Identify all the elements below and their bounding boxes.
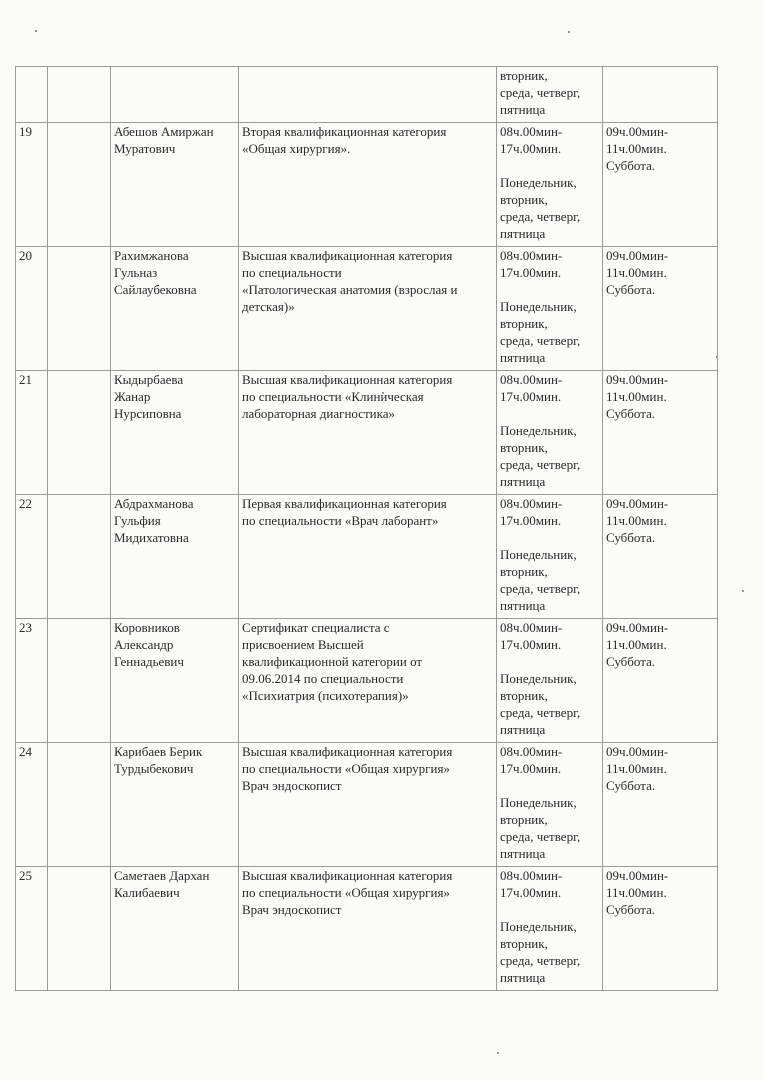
days-line: Понедельник, — [500, 299, 577, 314]
days-line: среда, четверг, — [500, 581, 581, 596]
hours-line: 17ч.00мин. — [500, 265, 562, 280]
days-line: пятница — [500, 598, 546, 613]
row-number-text: 25 — [19, 868, 32, 883]
days-line: вторник, — [500, 564, 548, 579]
hours-line: 08ч.00мин- — [500, 744, 563, 759]
work-days-line: вторник, — [500, 68, 548, 83]
days-line: пятница — [500, 474, 546, 489]
hours-line: 08ч.00мин- — [500, 248, 563, 263]
days-line: пятница — [500, 846, 546, 861]
staff-schedule-table — [15, 66, 718, 991]
name-line: Гульфия — [114, 513, 161, 528]
days-line: пятница — [500, 226, 546, 241]
days-line: вторник, — [500, 688, 548, 703]
scan-speck — [35, 30, 37, 32]
days-line: вторник, — [500, 440, 548, 455]
work-schedule — [497, 371, 603, 495]
employee-name — [111, 123, 239, 247]
name-line: Абешов Амиржан — [114, 124, 214, 139]
name-cell — [111, 67, 239, 123]
hours-line: 08ч.00мин- — [500, 868, 563, 883]
name-line: Александр — [114, 637, 174, 652]
saturday-line: 09ч.00мин- — [606, 124, 669, 139]
row-number-text: 21 — [19, 372, 32, 387]
saturday-schedule — [603, 743, 718, 867]
saturday-schedule — [603, 867, 718, 991]
days-line: пятница — [500, 970, 546, 985]
hours-line: 17ч.00мин. — [500, 141, 562, 156]
work-schedule — [497, 123, 603, 247]
saturday-cell — [603, 67, 718, 123]
saturday-schedule — [603, 619, 718, 743]
saturday-line: Суббота. — [606, 530, 656, 545]
empty-cell — [48, 619, 111, 743]
qualification-line: Врач эндоскопист — [242, 778, 342, 793]
hours-line: 17ч.00мин. — [500, 885, 562, 900]
saturday-line: 11ч.00мин. — [606, 885, 667, 900]
days-line: среда, четверг, — [500, 457, 581, 472]
qualification-line: «Общая хирургия». — [242, 141, 351, 156]
empty-cell — [48, 867, 111, 991]
employee-name — [111, 247, 239, 371]
name-line: Гульназ — [114, 265, 158, 280]
hours-line: 17ч.00мин. — [500, 637, 562, 652]
name-line: Кыдырбаева — [114, 372, 184, 387]
qualification-line: присвоением Высшей — [242, 637, 364, 652]
days-line: среда, четверг, — [500, 209, 581, 224]
work-schedule — [497, 743, 603, 867]
table-row — [16, 247, 718, 371]
row-number — [16, 495, 48, 619]
days-line: среда, четверг, — [500, 829, 581, 844]
empty-cell — [48, 123, 111, 247]
work-schedule — [497, 495, 603, 619]
table-row — [16, 495, 718, 619]
days-line: Понедельник, — [500, 175, 577, 190]
saturday-line: 11ч.00мин. — [606, 141, 667, 156]
employee-name — [111, 867, 239, 991]
row-number — [16, 619, 48, 743]
qualification-line: Сертификат специалиста с — [242, 620, 390, 635]
row-number — [16, 371, 48, 495]
hours-line: 08ч.00мин- — [500, 372, 563, 387]
row-number-text: 20 — [19, 248, 32, 263]
saturday-line: 11ч.00мин. — [606, 389, 667, 404]
saturday-line: 11ч.00мин. — [606, 637, 667, 652]
table-row — [16, 67, 718, 123]
qualification-line: детская)» — [242, 299, 295, 314]
work-schedule — [497, 867, 603, 991]
qualification-line: 09.06.2014 по специальности — [242, 671, 404, 686]
work-schedule — [497, 247, 603, 371]
qualification — [239, 495, 497, 619]
qualification-line: Высшая квалификационная категория — [242, 372, 453, 387]
saturday-line: 09ч.00мин- — [606, 744, 669, 759]
qualification-line: по специальности «Общая хирургия» — [242, 761, 450, 776]
employee-name — [111, 619, 239, 743]
qualification-line: по специальности — [242, 265, 342, 280]
name-line: Абдрахманова — [114, 496, 194, 511]
employee-name — [111, 495, 239, 619]
name-line: Рахимжанова — [114, 248, 189, 263]
row-number-text: 19 — [19, 124, 32, 139]
qualification-cell — [239, 67, 497, 123]
qualification-line: Врач эндоскопист — [242, 902, 342, 917]
saturday-line: Суббота. — [606, 654, 656, 669]
hours-line: 17ч.00мин. — [500, 761, 562, 776]
days-line: среда, четверг, — [500, 953, 581, 968]
days-line: Понедельник, — [500, 671, 577, 686]
saturday-line: 09ч.00мин- — [606, 496, 669, 511]
qualification — [239, 123, 497, 247]
days-line: Понедельник, — [500, 919, 577, 934]
saturday-schedule — [603, 123, 718, 247]
work-schedule — [497, 619, 603, 743]
name-line: Нурсиповна — [114, 406, 182, 421]
name-line: Мидихатовна — [114, 530, 189, 545]
qualification-line: Высшая квалификационная категория — [242, 868, 453, 883]
hours-line: 08ч.00мин- — [500, 620, 563, 635]
name-line: Коровников — [114, 620, 180, 635]
empty-cell — [48, 743, 111, 867]
days-line: вторник, — [500, 936, 548, 951]
empty-cell — [48, 247, 111, 371]
qualification — [239, 867, 497, 991]
saturday-line: 09ч.00мин- — [606, 868, 669, 883]
name-line: Карибаев Берик — [114, 744, 203, 759]
saturday-line: 11ч.00мин. — [606, 761, 667, 776]
row-number — [16, 123, 48, 247]
table-row — [16, 619, 718, 743]
table-row — [16, 371, 718, 495]
row-number — [16, 867, 48, 991]
qualification-line: Высшая квалификационная категория — [242, 248, 453, 263]
name-line: Сайлаубековна — [114, 282, 197, 297]
qualification-line: лабораторная диагностика» — [242, 406, 396, 421]
row-number-text: 22 — [19, 496, 32, 511]
hours-line: 17ч.00мин. — [500, 513, 562, 528]
row-number — [16, 247, 48, 371]
qualification-line: «Психиатрия (психотерапия)» — [242, 688, 409, 703]
row-number-text: 24 — [19, 744, 32, 759]
qualification-line: по специальности «Общая хирургия» — [242, 885, 450, 900]
saturday-schedule — [603, 495, 718, 619]
saturday-schedule — [603, 371, 718, 495]
employee-name — [111, 743, 239, 867]
saturday-schedule — [603, 247, 718, 371]
name-line: Геннадьевич — [114, 654, 184, 669]
name-line: Калибаевич — [114, 885, 180, 900]
empty-cell — [48, 495, 111, 619]
qualification — [239, 247, 497, 371]
hours-line: 17ч.00мин. — [500, 389, 562, 404]
scan-speck — [497, 1052, 499, 1054]
qualification — [239, 619, 497, 743]
empty-cell — [48, 371, 111, 495]
qualification-line: по специальности «Клиническая — [242, 389, 424, 404]
saturday-line: 11ч.00мин. — [606, 513, 667, 528]
days-line: Понедельник, — [500, 795, 577, 810]
saturday-line: 11ч.00мин. — [606, 265, 667, 280]
days-line: вторник, — [500, 192, 548, 207]
days-line: вторник, — [500, 316, 548, 331]
work-days-line: пятница — [500, 102, 546, 117]
days-line: вторник, — [500, 812, 548, 827]
row-number — [16, 743, 48, 867]
days-line: Понедельник, — [500, 423, 577, 438]
scan-speck — [742, 590, 744, 592]
name-line: Саметаев Дархан — [114, 868, 210, 883]
qualification-line: Вторая квалификационная категория — [242, 124, 447, 139]
hours-line: 08ч.00мин- — [500, 124, 563, 139]
days-line: Понедельник, — [500, 547, 577, 562]
days-line: пятница — [500, 350, 546, 365]
work-days-cell — [497, 67, 603, 123]
table-row — [16, 867, 718, 991]
qualification-line: «Патологическая анатомия (взрослая и — [242, 282, 458, 297]
days-line: среда, четверг, — [500, 333, 581, 348]
name-line: Жанар — [114, 389, 151, 404]
saturday-line: Суббота. — [606, 778, 656, 793]
name-line: Турдыбекович — [114, 761, 194, 776]
employee-name — [111, 371, 239, 495]
qualification — [239, 371, 497, 495]
hours-line: 08ч.00мин- — [500, 496, 563, 511]
saturday-line: Суббота. — [606, 902, 656, 917]
qualification-line: Высшая квалификационная категория — [242, 744, 453, 759]
saturday-line: 09ч.00мин- — [606, 248, 669, 263]
saturday-line: Суббота. — [606, 406, 656, 421]
qualification-line: по специальности «Врач лаборант» — [242, 513, 439, 528]
saturday-line: 09ч.00мин- — [606, 372, 669, 387]
row-number-text: 23 — [19, 620, 32, 635]
saturday-line: 09ч.00мин- — [606, 620, 669, 635]
qualification-line: Первая квалификационная категория — [242, 496, 447, 511]
work-days-line: среда, четверг, — [500, 85, 581, 100]
scan-speck — [568, 31, 570, 33]
saturday-line: Суббота. — [606, 282, 656, 297]
days-line: пятница — [500, 722, 546, 737]
table-row — [16, 743, 718, 867]
saturday-line: Суббота. — [606, 158, 656, 173]
name-line: Муратович — [114, 141, 176, 156]
qualification — [239, 743, 497, 867]
table-row — [16, 123, 718, 247]
empty-cell — [48, 67, 111, 123]
days-line: среда, четверг, — [500, 705, 581, 720]
qualification-line: квалификационной категории от — [242, 654, 423, 669]
number-cell — [16, 67, 48, 123]
